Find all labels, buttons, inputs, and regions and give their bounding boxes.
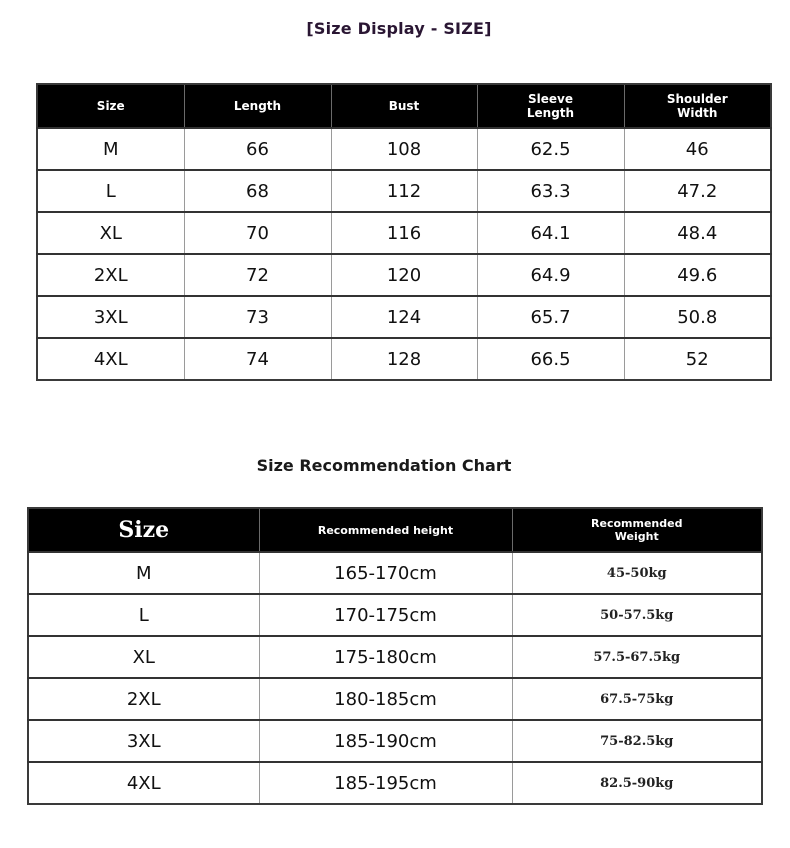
cell-size: M [37,128,184,170]
cell-size: 2XL [37,254,184,296]
header-size: Size [28,508,259,552]
cell-sleeve-length: 65.7 [477,296,624,338]
header-bust: Bust [331,84,477,128]
table-header-row [37,84,771,128]
table-header-row [28,508,762,552]
table-row [37,338,771,380]
recommendation-title: Size Recommendation Chart [256,456,512,475]
cell-height: 180-185cm [259,678,512,720]
cell-shoulder-width: 49.6 [624,254,771,296]
cell-shoulder-width: 52 [624,338,771,380]
cell-sleeve-length: 66.5 [477,338,624,380]
cell-bust: 120 [331,254,477,296]
cell-weight: 57.5-67.5kg [512,636,762,678]
size-display-title: [Size Display - SIZE] [306,19,492,38]
size-display-table [36,83,772,381]
cell-sleeve-length: 63.3 [477,170,624,212]
cell-shoulder-width: 46 [624,128,771,170]
table-row [28,678,762,720]
cell-size: L [28,594,259,636]
size-recommendation-table [27,507,763,805]
header-length: Length [184,84,331,128]
header-sleeve-length: Sleeve Length [477,84,624,128]
table-row [28,594,762,636]
cell-weight: 45-50kg [512,552,762,594]
cell-height: 165-170cm [259,552,512,594]
cell-size: 2XL [28,678,259,720]
table-row [28,636,762,678]
cell-bust: 116 [331,212,477,254]
header-recommended-weight: Recommended Weight [512,508,762,552]
cell-shoulder-width: 48.4 [624,212,771,254]
cell-weight: 75-82.5kg [512,720,762,762]
header-recommended-height: Recommended height [259,508,512,552]
cell-size: XL [37,212,184,254]
header-size: Size [37,84,184,128]
table-row [37,296,771,338]
table-row [28,720,762,762]
cell-length: 72 [184,254,331,296]
cell-size: 3XL [28,720,259,762]
cell-size: 3XL [37,296,184,338]
cell-size: M [28,552,259,594]
cell-size: 4XL [28,762,259,804]
cell-height: 185-195cm [259,762,512,804]
cell-size: XL [28,636,259,678]
cell-bust: 108 [331,128,477,170]
cell-length: 73 [184,296,331,338]
cell-bust: 124 [331,296,477,338]
cell-sleeve-length: 64.1 [477,212,624,254]
cell-height: 170-175cm [259,594,512,636]
table-row [28,762,762,804]
cell-weight: 67.5-75kg [512,678,762,720]
cell-weight: 82.5-90kg [512,762,762,804]
cell-size: L [37,170,184,212]
cell-length: 66 [184,128,331,170]
table-row [37,254,771,296]
cell-bust: 128 [331,338,477,380]
cell-weight: 50-57.5kg [512,594,762,636]
cell-size: 4XL [37,338,184,380]
table-row [37,128,771,170]
cell-sleeve-length: 64.9 [477,254,624,296]
cell-length: 74 [184,338,331,380]
cell-sleeve-length: 62.5 [477,128,624,170]
table-row [37,170,771,212]
cell-shoulder-width: 47.2 [624,170,771,212]
cell-height: 175-180cm [259,636,512,678]
table-row [28,552,762,594]
cell-shoulder-width: 50.8 [624,296,771,338]
cell-length: 68 [184,170,331,212]
table-row [37,212,771,254]
header-shoulder-width: Shoulder Width [624,84,771,128]
cell-height: 185-190cm [259,720,512,762]
cell-length: 70 [184,212,331,254]
cell-bust: 112 [331,170,477,212]
